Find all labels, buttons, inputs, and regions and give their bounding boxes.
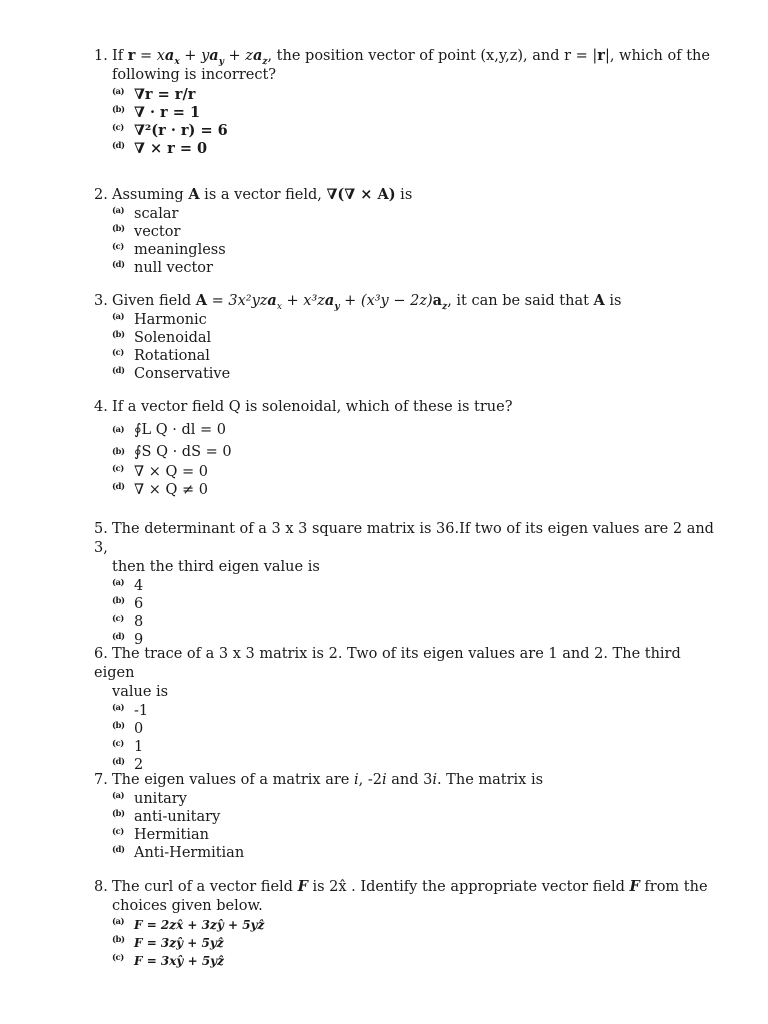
option-d[interactable]: (d) Conservative [112, 366, 231, 382]
option-a[interactable]: (a) 4 [112, 578, 144, 594]
option-b[interactable]: (b) 0 [112, 721, 144, 737]
question-number: 3. [94, 293, 108, 309]
question-text: Given field $A = 3x^2yza_x + x^3za_y + (x^3y - 2z)a_z$, it can be said that A is [112, 292, 622, 312]
option-a[interactable]: (a) -1 [112, 703, 149, 719]
question-number: 1. [94, 48, 108, 64]
option-c[interactable]: (c) F = 3xŷ + 5yẑ [112, 953, 224, 968]
option-b[interactable]: (b) ∮S Q · dS = 0 [112, 444, 232, 460]
option-d[interactable]: (d) 9 [112, 632, 144, 648]
option-c[interactable]: (c) ∇²(r · r) = 6 [112, 122, 228, 139]
question-text-line2: choices given below. [112, 898, 263, 914]
option-c[interactable]: (c) 1 [112, 739, 144, 755]
question-1 [94, 46, 714, 158]
question-8 [94, 877, 714, 970]
question-5 [94, 520, 714, 649]
option-c[interactable]: (c) ∇ × Q = 0 [112, 464, 208, 480]
question-number: 4. [94, 399, 108, 415]
question-text-line2: following is incorrect? [112, 67, 277, 83]
option-a[interactable]: (a) F = 2zx̂ + 3zŷ + 5yẑ [112, 917, 265, 932]
option-b[interactable]: (b) Solenoidal [112, 330, 212, 346]
option-d[interactable]: (d) ∇ × r = 0 [112, 140, 208, 157]
question-text: The determinant of a 3 x 3 square matrix is 36.If two of its eigen values are 2 and 3, [94, 521, 714, 556]
option-b[interactable]: (b) anti-unitary [112, 809, 221, 825]
option-a[interactable]: (a) Harmonic [112, 312, 207, 328]
question-text-line2: then the third eigen value is [112, 559, 320, 575]
question-text: The trace of a 3 x 3 matrix is 2. Two of its eigen values are 1 and 2. The third eigen [94, 646, 681, 681]
question-text-line2: value is [112, 684, 169, 700]
option-c[interactable]: (c) Rotational [112, 348, 210, 364]
question-text: The curl of a vector field F is 2x̂ . Identify the appropriate vector field F from the [112, 878, 708, 895]
option-b[interactable]: (b) 6 [112, 596, 144, 612]
question-number: 6. [94, 646, 108, 662]
question-4 [94, 398, 714, 499]
option-d[interactable]: (d) 2 [112, 757, 144, 773]
option-c[interactable]: (c) 8 [112, 614, 144, 630]
question-number: 2. [94, 187, 108, 203]
option-d[interactable]: (d) Anti-Hermitian [112, 845, 245, 861]
question-text: Assuming A is a vector field, ∇(∇ × A) is [112, 186, 413, 203]
question-7 [94, 771, 714, 862]
question-2 [94, 185, 714, 277]
question-6 [94, 645, 714, 774]
option-c[interactable]: (c) Hermitian [112, 827, 209, 843]
question-number: 7. [94, 772, 108, 788]
option-b[interactable]: (b) vector [112, 224, 181, 240]
option-a[interactable]: (a) ∇r = r/r [112, 86, 196, 103]
question-number: 5. [94, 521, 108, 537]
question-text: If $r = xa_x + ya_y + za_z$, the position vector of point (x,y,z), and r = |r|, which of the [112, 47, 710, 67]
option-b[interactable]: (b) F = 3zŷ + 5yẑ [112, 935, 224, 950]
question-text: If a vector field Q is solenoidal, which of these is true? [112, 399, 513, 415]
option-a[interactable]: (a) scalar [112, 206, 179, 222]
option-b[interactable]: (b) ∇ · r = 1 [112, 104, 201, 121]
question-number: 8. [94, 879, 108, 895]
option-a[interactable]: (a) ∮L Q · dl = 0 [112, 422, 227, 438]
option-d[interactable]: (d) null vector [112, 260, 213, 276]
question-text: The eigen values of a matrix are i, -2i and 3i. The matrix is [112, 772, 544, 788]
option-d[interactable]: (d) ∇ × Q ≠ 0 [112, 482, 208, 498]
option-a[interactable]: (a) unitary [112, 791, 187, 807]
option-c[interactable]: (c) meaningless [112, 242, 226, 258]
question-3 [94, 291, 714, 383]
